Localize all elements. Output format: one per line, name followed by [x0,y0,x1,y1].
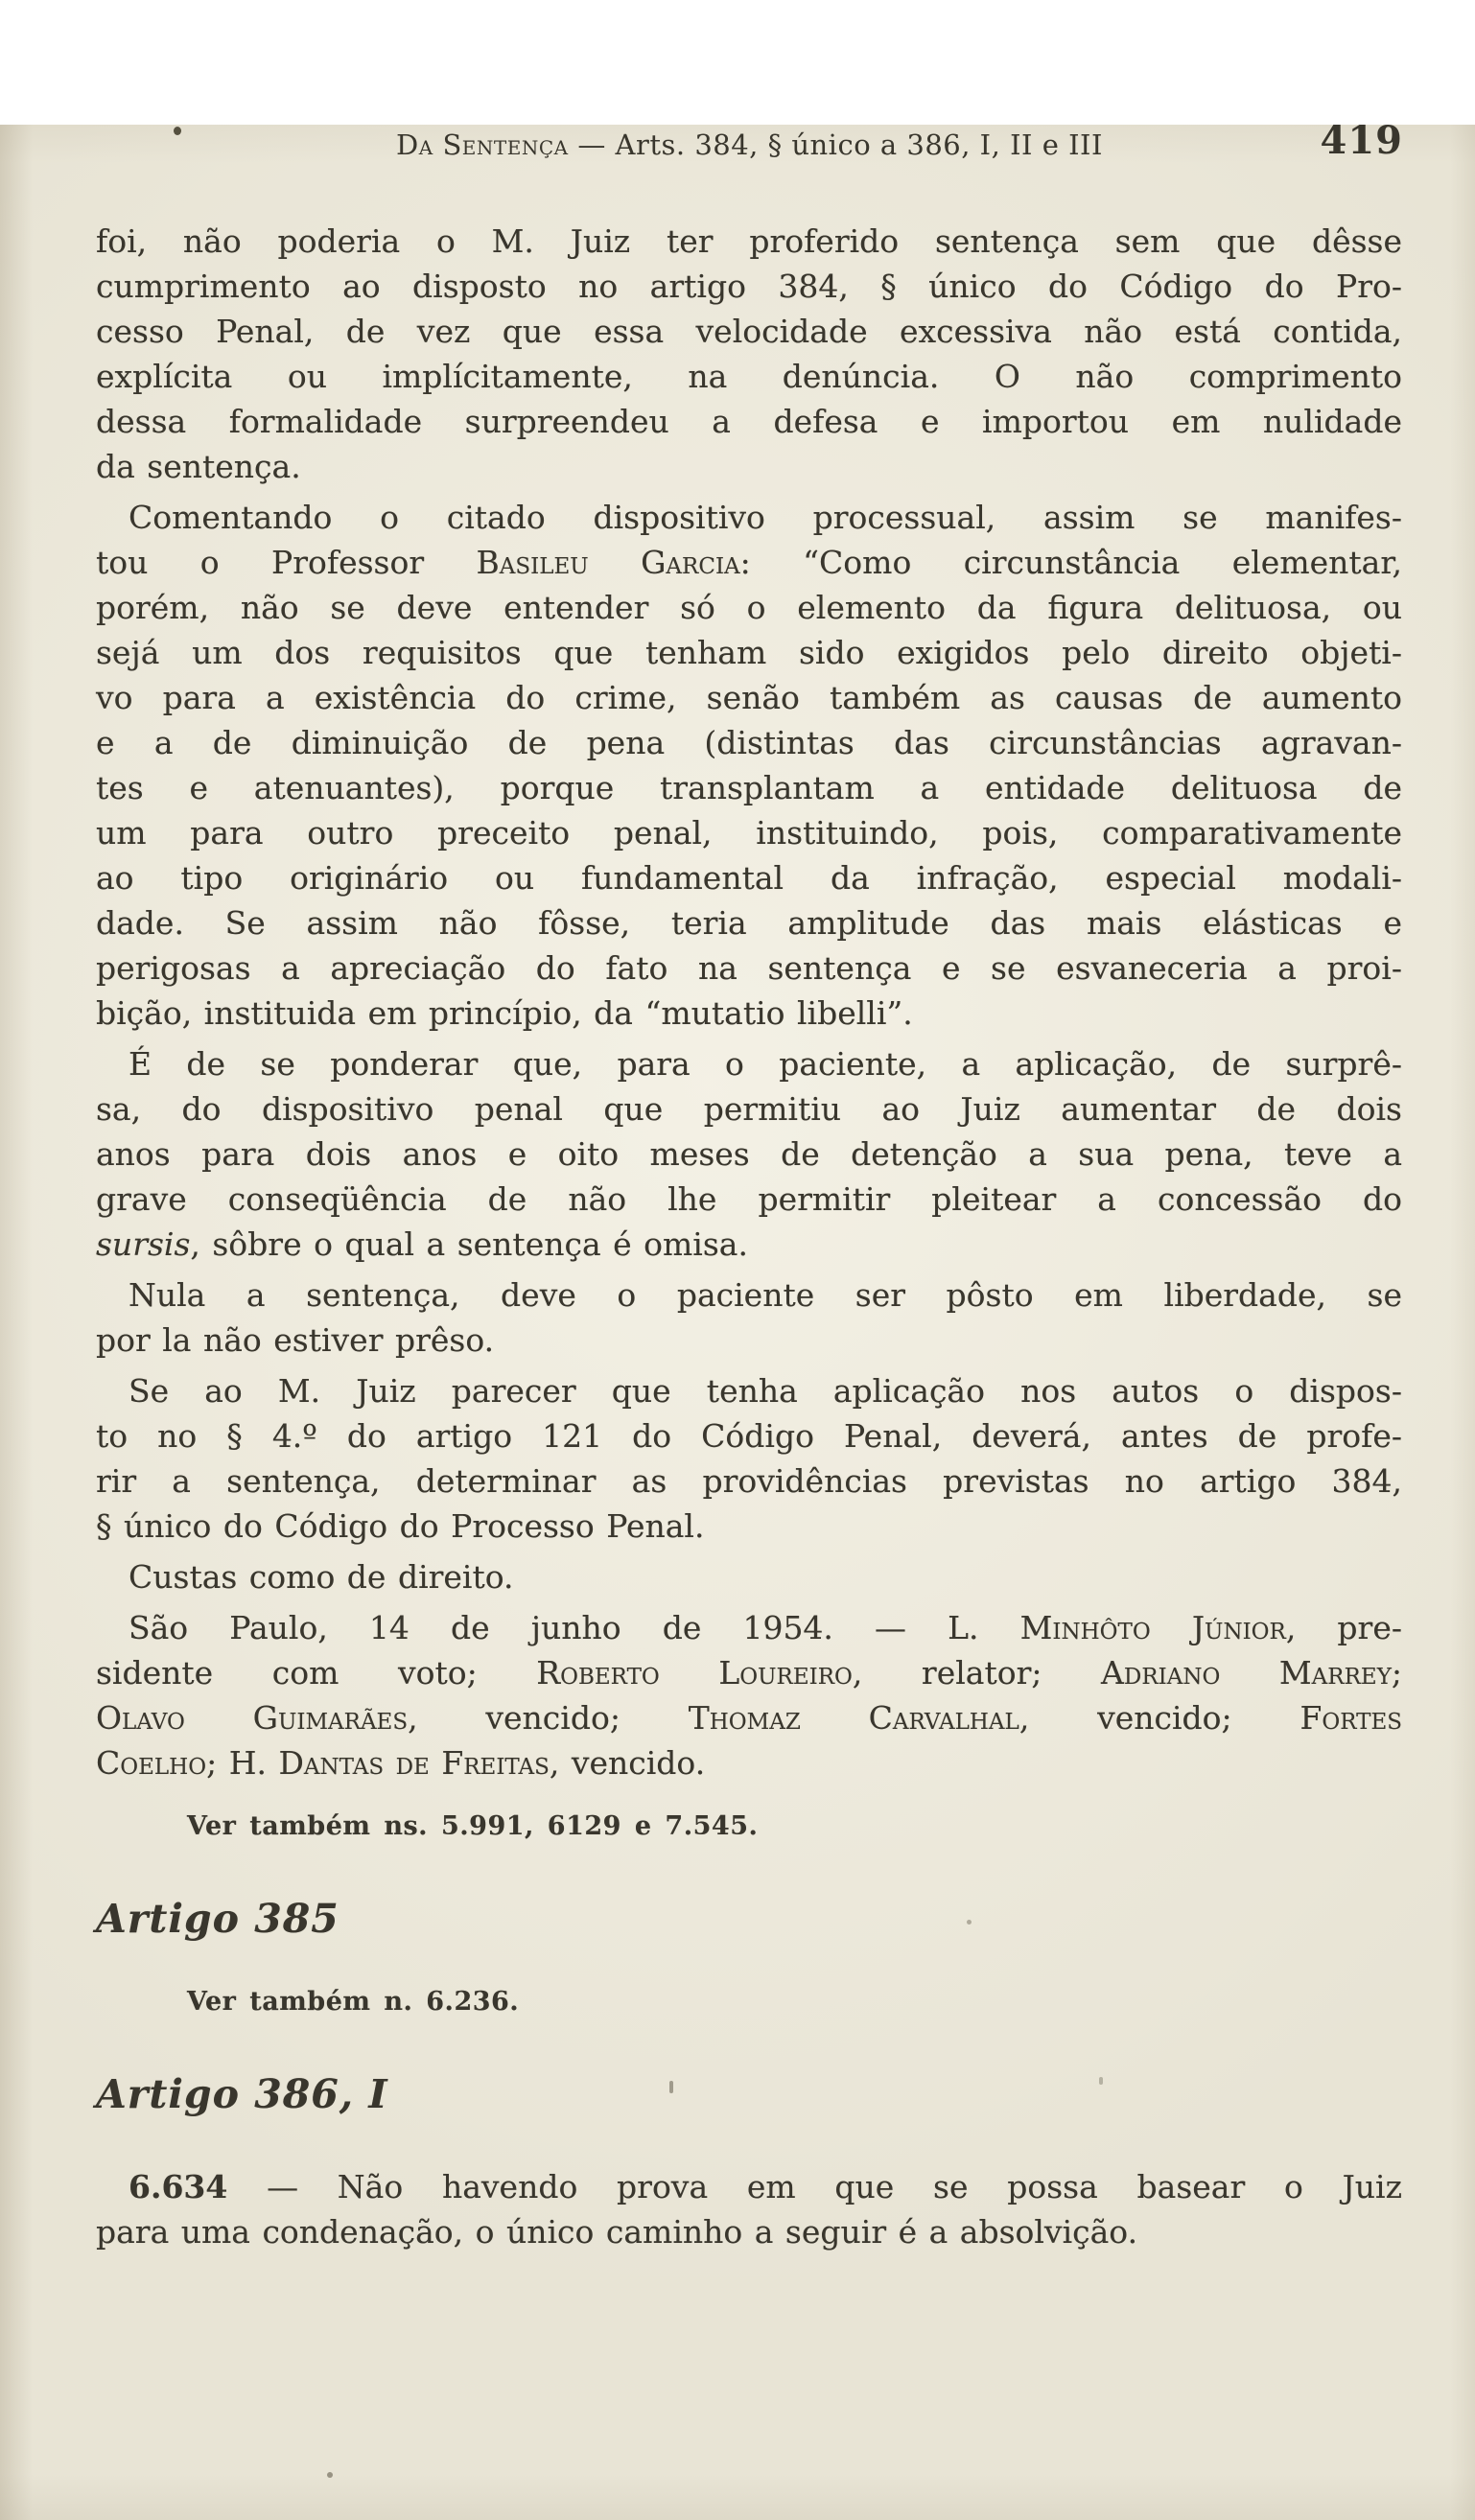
article-heading: Artigo 385 [96,1896,339,1942]
text-line [96,444,1402,489]
text-line [96,1458,1402,1504]
text-line [96,1222,1402,1267]
paragraph [96,1368,1402,1549]
text-segment: Olavo Guimarães [96,1699,409,1737]
cross-reference-note: Ver também ns. 5.991, 6129 e 7.545. [187,1811,759,1841]
text-segment: Custas como de direito. [129,1558,514,1596]
text-segment: ; [1391,1654,1403,1692]
text-segment: Se ao M. Juiz parecer que tenha aplicação nos autos o dispos- [129,1372,1402,1410]
text-segment: to no § 4.º do artigo 121 do Código Penal, deverá, antes de profe- [96,1417,1402,1455]
text-segment: para uma condenação, o único caminho a seguir é a absolvição. [96,2213,1138,2251]
text-line [96,1554,1402,1599]
text-line [96,2209,1402,2254]
text-segment: Basileu Garcia [476,544,740,581]
text-segment: cumprimento ao disposto no artigo 384, § único do Código do Pro- [96,268,1402,305]
book-page [0,118,1475,2520]
text-line [96,1272,1402,1318]
text-line [96,1177,1402,1222]
text-segment: vo para a existência do crime, senão também as causas de aumento [96,679,1402,716]
text-line [96,495,1402,540]
text-line [96,1605,1402,1650]
text-line [96,765,1402,810]
text-segment: Thomaz Carvalhal [688,1699,1019,1737]
text-segment: Adriano Marrey [1101,1654,1392,1692]
print-speck [1099,2077,1103,2085]
text-segment: perigosas a apreciação do fato na sentença e se esvaneceria a proi- [96,949,1402,987]
text-segment: bição, instituida em princípio, da “mutatio libelli”. [96,994,913,1032]
text-line [96,1132,1402,1177]
print-speck [327,2472,333,2478]
text-line [96,1413,1402,1458]
text-line [96,1086,1402,1132]
text-segment: dessa formalidade surpreendeu a defesa e importou em nulidade [96,403,1402,440]
text-segment: Nula a sentença, deve o paciente ser pôsto em liberdade, se [129,1276,1402,1314]
text-block [96,219,1402,2254]
text-line [96,309,1402,354]
paragraph [96,1041,1402,1267]
text-segment: São Paulo, 14 de junho de 1954. — L. [129,1609,1020,1646]
text-line [96,219,1402,264]
text-segment: tou o Professor [96,544,477,581]
text-line [96,1318,1402,1363]
text-segment: tes e atenuantes), porque transplantam a entidade delituosa de [96,769,1402,806]
paragraph [96,219,1402,489]
text-line [96,1695,1402,1740]
article-heading: Artigo 386, I [96,2071,388,2117]
paragraph [96,1272,1402,1363]
running-title-section: Da Sentença [396,128,569,161]
text-segment: anos para dois anos e oito meses de detenção a sua pena, teve a [96,1135,1402,1173]
text-segment: cesso Penal, de vez que essa velocidade excessiva não está contida, [96,313,1402,350]
text-segment: ; H. [206,1744,279,1782]
text-segment: , vencido; [1018,1699,1300,1737]
text-segment: da sentença. [96,448,301,485]
text-line [96,540,1402,585]
paragraph [96,2164,1402,2254]
page-header [96,118,1403,165]
text-segment: 6.634 [129,2168,228,2205]
text-line [96,354,1402,399]
text-segment: sursis [96,1225,191,1263]
text-segment: Roberto Loureiro [536,1654,853,1692]
page-number: 419 [1320,118,1403,163]
text-segment: e a de diminuição de pena (distintas das circunstâncias agravan- [96,724,1402,761]
text-segment: foi, não poderia o M. Juiz ter proferido sentença sem que dêsse [96,222,1402,260]
text-line [96,264,1402,309]
print-speck [669,2081,673,2093]
text-line [96,991,1402,1036]
text-line [96,1740,1402,1785]
text-line [96,1041,1402,1086]
text-segment: , vencido; [408,1699,689,1737]
text-line [96,810,1402,855]
text-segment: rir a sentença, determinar as providências previstas no artigo 384, [96,1462,1402,1500]
text-segment: explícita ou implícitamente, na denúncia. O não comprimento [96,358,1402,395]
text-segment: grave conseqüência de não lhe permitir pleitear a concessão do [96,1180,1402,1218]
text-segment: — Não havendo prova em que se possa basear o Juiz [227,2168,1402,2205]
running-title-articles: — Arts. 384, § único a 386, I, II e III [568,128,1103,161]
text-segment: , relator; [852,1654,1102,1692]
text-segment: Minhôto Júnior [1019,1609,1286,1646]
text-segment: Comentando o citado dispositivo processual, assim se manifes- [129,499,1402,536]
text-line [96,945,1402,991]
text-segment: ao tipo originário ou fundamental da infração, especial modali- [96,859,1402,897]
cross-reference-note: Ver também n. 6.236. [187,1987,520,2017]
text-segment: sa, do dispositivo penal que permitiu ao Juiz aumentar de dois [96,1090,1402,1128]
text-line [96,399,1402,444]
text-segment: , vencido. [549,1744,706,1782]
text-segment: É de se ponderar que, para o paciente, a aplicação, de surprê- [129,1045,1402,1083]
text-segment: sejá um dos requisitos que tenham sido exigidos pelo direito objeti- [96,634,1402,671]
text-line [96,720,1402,765]
text-line [96,630,1402,675]
text-segment: : “Como circunstância elementar, [739,544,1402,581]
text-line [96,1650,1402,1695]
text-segment: Coelho [96,1744,207,1782]
text-segment: , sôbre o qual a sentença é omisa. [190,1225,748,1263]
text-line [96,1504,1402,1549]
text-segment: Fortes [1299,1699,1402,1737]
text-line [96,2164,1402,2209]
text-segment: dade. Se assim não fôsse, teria amplitude das mais elásticas e [96,904,1402,942]
text-segment: Dantas de Freitas [278,1744,550,1782]
text-segment: por la não estiver prêso. [96,1321,495,1359]
text-segment: § único do Código do Processo Penal. [96,1507,705,1545]
paragraph [96,1554,1402,1599]
text-line [96,585,1402,630]
print-speck [967,1920,972,1925]
text-segment: um para outro preceito penal, instituindo, pois, comparativamente [96,814,1402,852]
text-segment: , pre- [1285,1609,1403,1646]
text-line [96,675,1402,720]
paragraph [96,495,1402,1036]
print-speck [174,127,181,135]
text-segment: sidente com voto; [96,1654,537,1692]
paragraph [96,1605,1402,1785]
text-line [96,1368,1402,1413]
text-line [96,900,1402,945]
text-segment: porém, não se deve entender só o elemento da figura delituosa, ou [96,589,1402,626]
text-line [96,855,1402,900]
